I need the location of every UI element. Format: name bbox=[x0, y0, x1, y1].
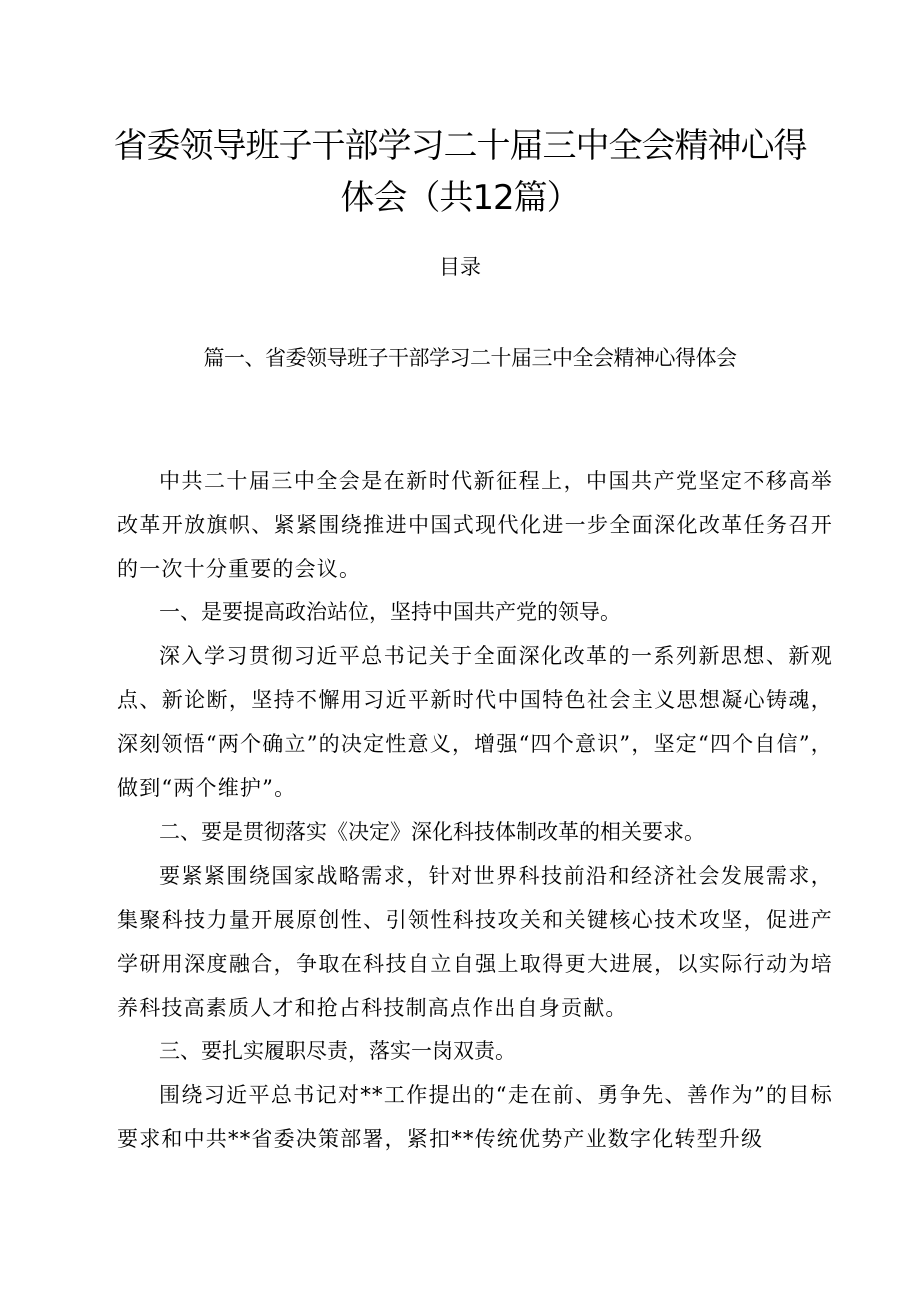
section-heading: 三、要扎实履职尽责，落实一岗双责。 bbox=[159, 1039, 516, 1063]
body-paragraph: 深入学习贯彻习近平总书记关于全面深化改革的一系列新思想、新观点、新论断，坚持不懈用习近平新时代中国特色社会主义思想凝心铸魂，深刻领悟“两个确立”的决定性意义，增强“四个意识”，坚定“四个自信”，做到“两个维护”。 bbox=[117, 644, 833, 800]
document-title: 省委领导班子干部学习二十届三中全会精神心得体会（共12篇） bbox=[113, 126, 807, 218]
body-paragraph: 要紧紧围绕国家战略需求，针对世界科技前沿和经济社会发展需求，集聚科技力量开展原创性、引领性科技攻关和关键核心技术攻坚，促进产学研用深度融合，争取在科技自立自强上取得更大进展，以实际行动为培养科技高素质人才和抢占科技制高点作出自身贡献。 bbox=[117, 864, 833, 1020]
section-heading: 二、要是贯彻落实《决定》深化科技体制改革的相关要求。 bbox=[159, 820, 705, 844]
body-paragraph: 中共二十届三中全会是在新时代新征程上，中国共产党坚定不移高举改革开放旗帜、紧紧围绕推进中国式现代化进一步全面深化改革任务召开的一次十分重要的会议。 bbox=[117, 469, 833, 581]
toc-item[interactable]: 篇一、省委领导班子干部学习二十届三中全会精神心得体会 bbox=[203, 346, 737, 370]
body-paragraph: 围绕习近平总书记对**工作提出的“走在前、勇争先、善作为”的目标要求和中共**省委决策部署，紧扣**传统优势产业数字化转型升级 bbox=[117, 1083, 833, 1151]
section-heading: 一、是要提高政治站位，坚持中国共产党的领导。 bbox=[159, 600, 621, 624]
toc-heading: 目录 bbox=[439, 255, 481, 279]
